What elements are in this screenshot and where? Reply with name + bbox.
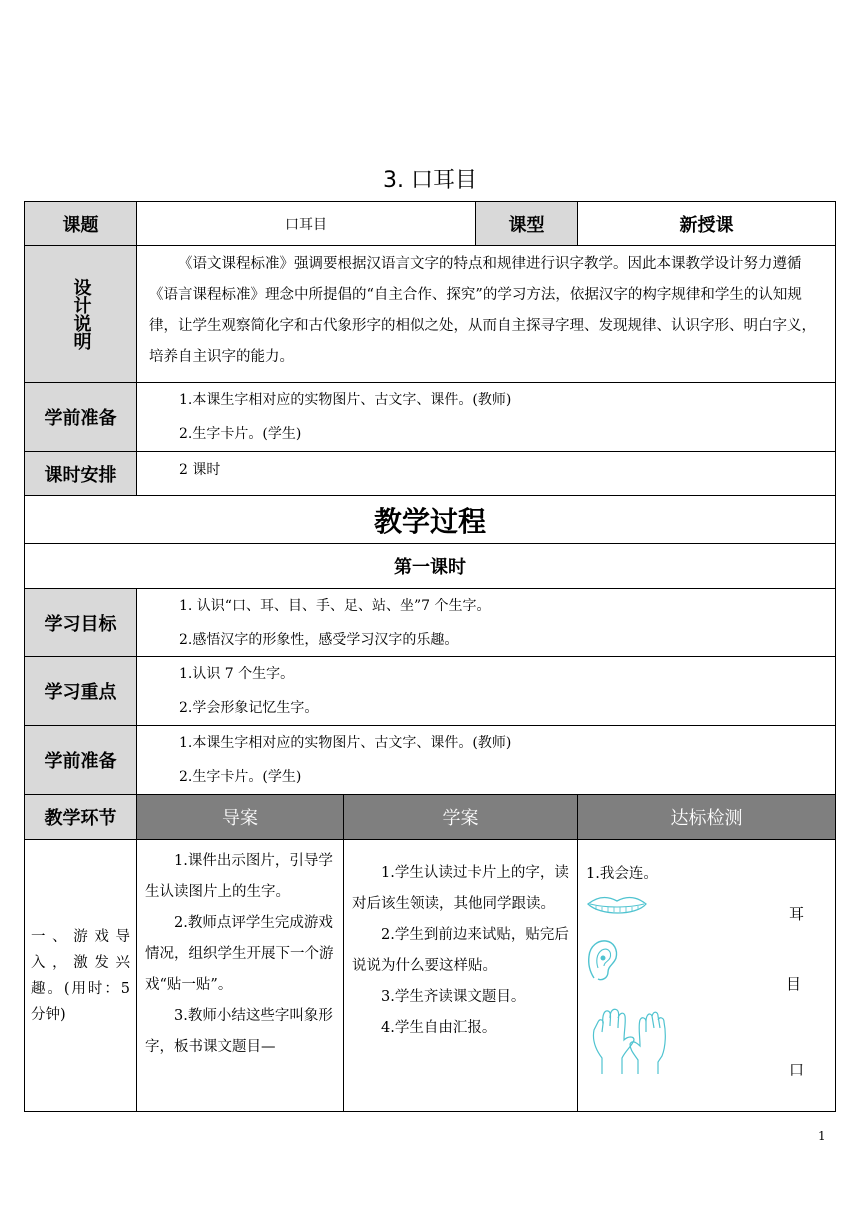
study-item: 3.学生齐读课文题目。 — [381, 989, 526, 1005]
study-header: 学案 — [343, 794, 578, 840]
guide-item: 3.教师小结这些字叫象形字，板书课文题目— — [145, 1008, 333, 1055]
focus-content — [136, 656, 836, 726]
type-value: 新授课 — [577, 201, 836, 246]
guide-header: 导案 — [136, 794, 344, 840]
design-label-text: 设计说明 — [70, 278, 92, 350]
document-title: 3. 口耳目 — [383, 168, 477, 193]
check-title: 1.我会连。 — [586, 866, 658, 882]
goals-content — [136, 588, 836, 657]
study-item: 2.学生到前边来试贴，贴完后说说为什么要这样贴。 — [352, 927, 569, 974]
hands-picture — [588, 1002, 674, 1078]
goal-item: 1. 认识“口、耳、目、手、足、站、坐”7 个生字。 — [179, 598, 491, 614]
study-cell — [343, 839, 578, 1112]
prep1-label: 学前准备 — [24, 382, 137, 452]
focus-item: 1.认识 7 个生字。 — [179, 666, 295, 682]
prep1-item: 2.生字卡片。(学生) — [179, 426, 302, 442]
design-text: 《语文课程标准》强调要根据汉语言文字的特点和规律进行识字教学。因此本课教学设计努力遵循《语言课程标准》理念中所提倡的“自主合作、探究”的学习方法，依据汉字的构字规律和学生的认知规律，让学生观察简化字和古代象形字的相似之处，从而自主探寻字理、发现规律、认识字形、明白字义，培养自主识字的能力。 — [136, 245, 836, 383]
stage-text: 一、游戏导入，激发兴趣。(用时：5 分钟) — [31, 928, 130, 1023]
design-label — [24, 245, 137, 383]
check-char: 口 — [789, 1061, 805, 1079]
study-item: 1.学生认读过卡片上的字，读对后该生领读，其他同学跟读。 — [352, 865, 569, 912]
guide-item: 2.教师点评学生完成游戏情况，组织学生开展下一个游戏“贴一贴”。 — [145, 915, 334, 993]
page-number: 1 — [818, 1129, 826, 1143]
focus-item: 2.学会形象记忆生字。 — [179, 700, 319, 716]
guide-item: 1.课件出示图片，引导学生认读图片上的生字。 — [145, 853, 333, 900]
schedule-content — [136, 451, 836, 496]
prep1-content — [136, 382, 836, 452]
goals-label: 学习目标 — [24, 588, 137, 657]
stage-cell — [24, 839, 137, 1112]
focus-label: 学习重点 — [24, 656, 137, 726]
schedule-label: 课时安排 — [24, 451, 137, 496]
process-title: 教学过程 — [24, 495, 836, 544]
lesson-title: 第一课时 — [24, 543, 836, 589]
goal-item: 2.感悟汉字的形象性，感受学习汉字的乐趣。 — [179, 632, 459, 648]
prep1-item: 1.本课生字相对应的实物图片、古文字、课件。(教师) — [179, 392, 512, 408]
topic-value: 口耳目 — [136, 201, 476, 246]
prep2-item: 2.生字卡片。(学生) — [179, 769, 302, 785]
schedule-value: 2 课时 — [179, 462, 221, 478]
check-header: 达标检测 — [577, 794, 836, 840]
prep2-item: 1.本课生字相对应的实物图片、古文字、课件。(教师) — [179, 735, 512, 751]
type-label: 课型 — [475, 201, 578, 246]
ear-picture — [586, 938, 620, 982]
stage-header: 教学环节 — [24, 794, 137, 840]
check-char: 耳 — [789, 905, 805, 923]
study-item: 4.学生自由汇报。 — [381, 1020, 497, 1036]
lips-picture — [586, 892, 648, 920]
topic-label: 课题 — [24, 201, 137, 246]
guide-cell — [136, 839, 344, 1112]
prep2-content — [136, 725, 836, 795]
check-char: 目 — [786, 975, 802, 993]
prep2-label: 学前准备 — [24, 725, 137, 795]
check-cell — [577, 839, 836, 1112]
